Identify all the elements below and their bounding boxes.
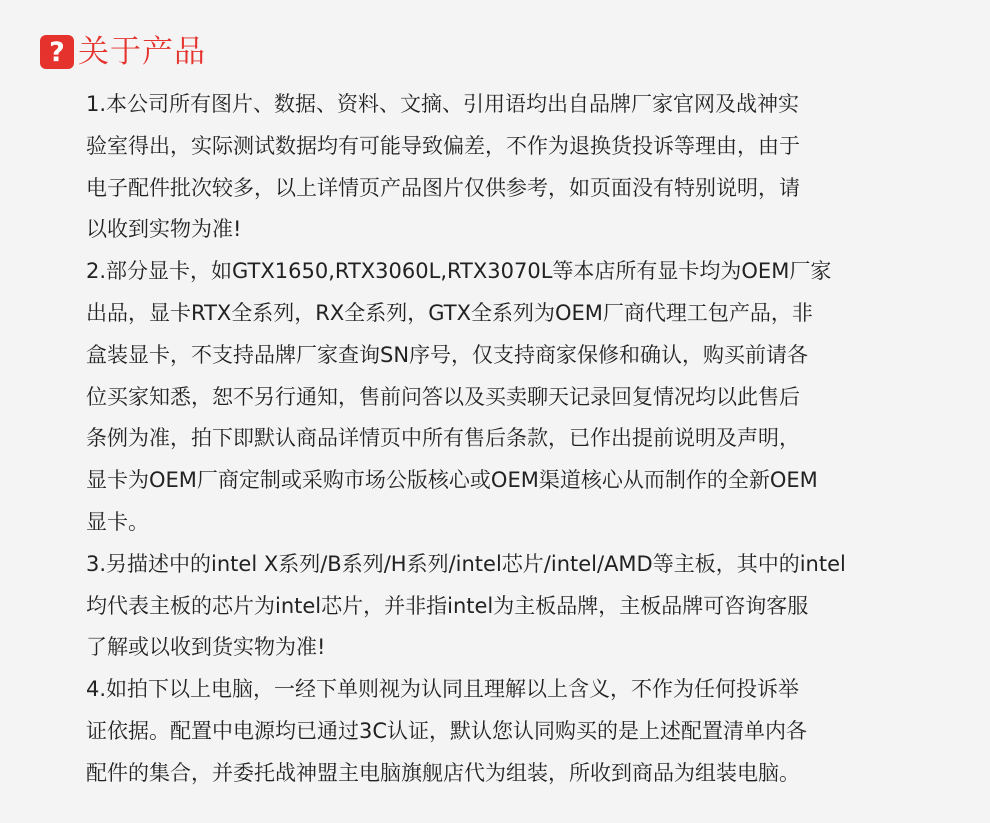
text-line: 验室得出，实际测试数据均有可能导致偏差，不作为退换货投诉等理由，由于	[86, 133, 800, 158]
text-line: 4.如拍下以上电脑，一经下单则视为认同且理解以上含义，不作为任何投诉举	[86, 677, 800, 702]
text-line: 条例为准，拍下即默认商品详情页中所有售后条款，已作出提前说明及声明，	[86, 426, 800, 451]
text-line: 盒装显卡，不支持品牌厂家查询SN序号，仅支持商家保修和确认，购买前请各	[86, 342, 809, 367]
text-line: 均代表主板的芯片为intel芯片，并非指intel为主板品牌，主板品牌可咨询客服	[86, 593, 809, 618]
text-line: 证依据。配置中电源均已通过3C认证，默认您认同购买的是上述配置清单内各	[86, 718, 808, 743]
product-notice-text	[86, 84, 966, 795]
section-header	[40, 32, 206, 72]
section-title: 关于产品	[78, 34, 206, 70]
text-line: 1.本公司所有图片、数据、资料、文摘、引用语均出自品牌厂家官网及战神实	[86, 92, 800, 116]
text-line: 3.另描述中的intel X系列/B系列/H系列/intel芯片/intel/AMD等主板，其中的intel	[86, 551, 846, 576]
text-line: 位买家知悉，恕不另行通知，售前问答以及买卖聊天记录回复情况均以此售后	[86, 384, 800, 409]
text-line: 显卡为OEM厂商定制或采购市场公版核心或OEM渠道核心从而制作的全新OEM	[86, 468, 818, 493]
text-line: 显卡。	[86, 509, 149, 534]
question-icon: ?	[40, 35, 74, 69]
text-line: 配件的集合，并委托战神盟主电脑旗舰店代为组装，所收到商品为组装电脑。	[86, 760, 800, 785]
text-line: 出品，显卡RTX全系列，RX全系列，GTX全系列为OEM厂商代理工包产品，非	[86, 300, 813, 325]
text-line: 了解或以收到货实物为准!	[86, 635, 326, 660]
text-line: 电子配件批次较多，以上详情页产品图片仅供参考，如页面没有特别说明，请	[86, 175, 800, 200]
text-line: 以收到实物为准!	[86, 217, 242, 242]
text-line: 2.部分显卡，如GTX1650,RTX3060L,RTX3070L等本店所有显卡均为OEM厂家	[86, 259, 832, 284]
